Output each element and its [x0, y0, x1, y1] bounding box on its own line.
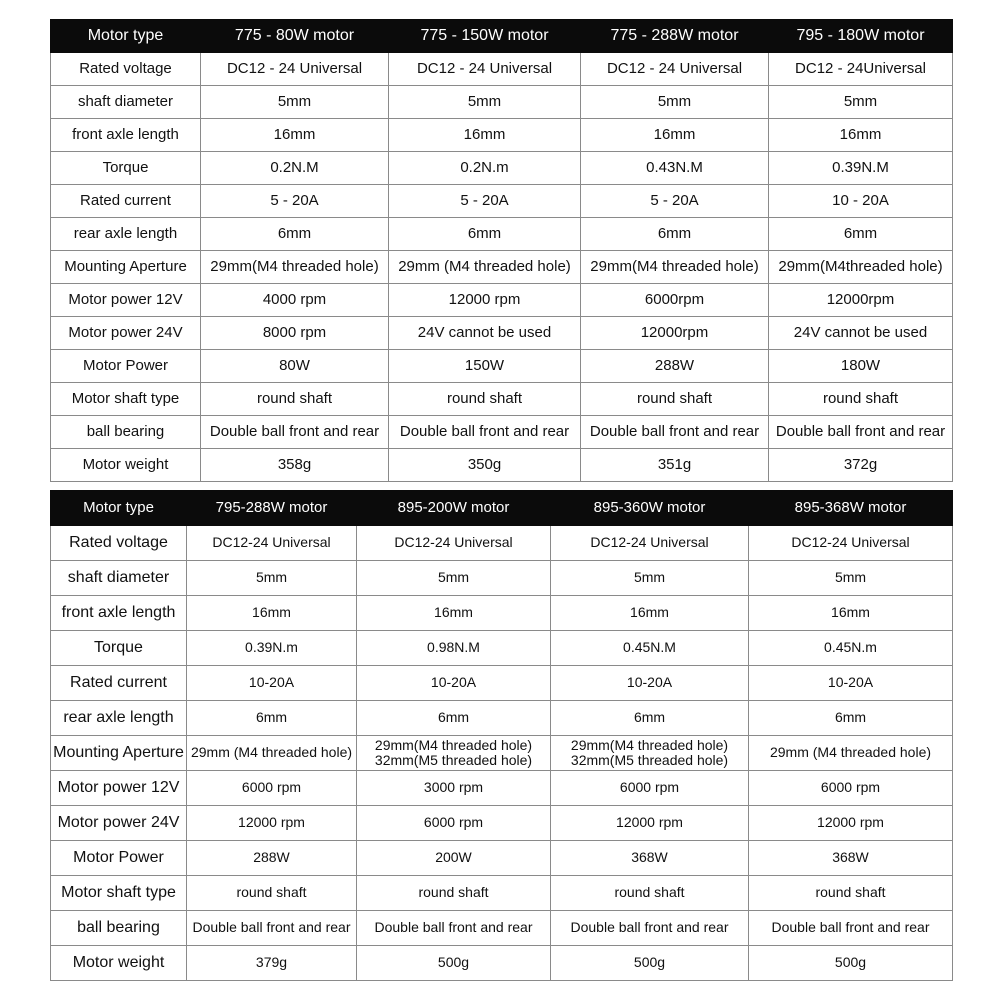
- table-cell: 5 - 20A: [389, 185, 581, 218]
- table-cell: DC12 - 24 Universal: [389, 53, 581, 86]
- table-row: [51, 218, 953, 251]
- table-cell: 16mm: [769, 119, 953, 152]
- table-cell: Double ball front and rear: [749, 911, 953, 946]
- table-cell: 0.45N.m: [749, 631, 953, 666]
- table-row: [51, 317, 953, 350]
- table-cell: 16mm: [551, 596, 749, 631]
- table-header-row: [51, 20, 953, 53]
- table-cell: DC12 - 24 Universal: [581, 53, 769, 86]
- table-cell: 3000 rpm: [357, 771, 551, 806]
- row-label: Rated voltage: [51, 53, 201, 86]
- table-cell: 6mm: [357, 701, 551, 736]
- table-cell: 6mm: [187, 701, 357, 736]
- table-cell: 24V cannot be used: [769, 317, 953, 350]
- table-cell: 6mm: [201, 218, 389, 251]
- row-header-label: Motor type: [51, 491, 187, 526]
- table-cell: 29mm(M4threaded hole): [769, 251, 953, 284]
- table-row: [51, 53, 953, 86]
- cell-line: 29mm(M4 threaded hole): [570, 736, 729, 753]
- table-cell: 6000 rpm: [187, 771, 357, 806]
- table-cell: 288W: [581, 350, 769, 383]
- table-cell: 379g: [187, 946, 357, 981]
- table-cell: 6000 rpm: [551, 771, 749, 806]
- table-cell: DC12-24 Universal: [187, 526, 357, 561]
- table-cell: 500g: [357, 946, 551, 981]
- table-cell: 29mm (M4 threaded hole): [389, 251, 581, 284]
- table-row: [51, 666, 953, 701]
- row-label: Motor power 24V: [51, 806, 187, 841]
- row-label: Motor power 24V: [51, 317, 201, 350]
- table-cell: 5 - 20A: [581, 185, 769, 218]
- table-cell: 10 - 20A: [769, 185, 953, 218]
- row-label: front axle length: [51, 119, 201, 152]
- table-cell: round shaft: [389, 383, 581, 416]
- table-cell: 16mm: [187, 596, 357, 631]
- cell-line: 29mm (M4 threaded hole): [769, 744, 932, 761]
- table-cell: 12000rpm: [769, 284, 953, 317]
- table-cell: 8000 rpm: [201, 317, 389, 350]
- table-cell: 12000 rpm: [389, 284, 581, 317]
- table-cell: 0.2N.M: [201, 152, 389, 185]
- table-row: [51, 251, 953, 284]
- row-label: rear axle length: [51, 701, 187, 736]
- row-label: shaft diameter: [51, 561, 187, 596]
- row-label: Motor Power: [51, 841, 187, 876]
- table-cell: 5mm: [581, 86, 769, 119]
- table-cell: 80W: [201, 350, 389, 383]
- table-cell: 6mm: [581, 218, 769, 251]
- row-label: ball bearing: [51, 416, 201, 449]
- table-cell: [357, 736, 551, 771]
- table-cell: 12000rpm: [581, 317, 769, 350]
- column-header: 775 - 80W motor: [201, 20, 389, 53]
- table-cell: 16mm: [357, 596, 551, 631]
- column-header: 895-368W motor: [749, 491, 953, 526]
- table-cell: 5mm: [357, 561, 551, 596]
- column-header: 895-360W motor: [551, 491, 749, 526]
- motor-spec-table-1: [50, 19, 953, 482]
- row-label: shaft diameter: [51, 86, 201, 119]
- table-cell: Double ball front and rear: [769, 416, 953, 449]
- table-row: [51, 841, 953, 876]
- table-cell: 5mm: [201, 86, 389, 119]
- table-cell: Double ball front and rear: [581, 416, 769, 449]
- column-header: 795 - 180W motor: [769, 20, 953, 53]
- table-cell: 5mm: [749, 561, 953, 596]
- table-row: [51, 876, 953, 911]
- table-cell: 16mm: [389, 119, 581, 152]
- row-label: Motor weight: [51, 946, 187, 981]
- table-cell: 150W: [389, 350, 581, 383]
- row-label: Rated current: [51, 666, 187, 701]
- table-cell: Double ball front and rear: [551, 911, 749, 946]
- table-cell: 0.39N.M: [769, 152, 953, 185]
- table-cell: [187, 736, 357, 771]
- table-cell: 350g: [389, 449, 581, 482]
- table-cell: 5 - 20A: [201, 185, 389, 218]
- table-cell: round shaft: [551, 876, 749, 911]
- table-cell: 0.45N.M: [551, 631, 749, 666]
- table-cell: round shaft: [187, 876, 357, 911]
- table-cell: DC12-24 Universal: [749, 526, 953, 561]
- row-label: Motor Power: [51, 350, 201, 383]
- table-cell: 6000rpm: [581, 284, 769, 317]
- table-cell: 10-20A: [187, 666, 357, 701]
- table-cell: 24V cannot be used: [389, 317, 581, 350]
- table-row: [51, 806, 953, 841]
- table-cell: 0.39N.m: [187, 631, 357, 666]
- table-cell: Double ball front and rear: [357, 911, 551, 946]
- row-label: Rated current: [51, 185, 201, 218]
- table-cell: 16mm: [581, 119, 769, 152]
- table-cell: 10-20A: [357, 666, 551, 701]
- column-header: 895-200W motor: [357, 491, 551, 526]
- table-cell: 4000 rpm: [201, 284, 389, 317]
- table-cell: DC12-24 Universal: [551, 526, 749, 561]
- row-label: Motor power 12V: [51, 771, 187, 806]
- row-label: Motor shaft type: [51, 383, 201, 416]
- table-cell: 16mm: [749, 596, 953, 631]
- table-cell: 372g: [769, 449, 953, 482]
- table-cell: 0.43N.M: [581, 152, 769, 185]
- table-cell: round shaft: [357, 876, 551, 911]
- row-label: Motor power 12V: [51, 284, 201, 317]
- table-cell: 12000 rpm: [187, 806, 357, 841]
- table-row: [51, 526, 953, 561]
- table-row: [51, 631, 953, 666]
- cell-line: 32mm(M5 threaded hole): [374, 752, 533, 768]
- table-cell: round shaft: [201, 383, 389, 416]
- table-cell: DC12-24 Universal: [357, 526, 551, 561]
- table-cell: 6mm: [749, 701, 953, 736]
- column-header: 775 - 288W motor: [581, 20, 769, 53]
- table-cell: Double ball front and rear: [389, 416, 581, 449]
- row-label: Motor weight: [51, 449, 201, 482]
- table-cell: Double ball front and rear: [187, 911, 357, 946]
- table-row: [51, 86, 953, 119]
- row-label: Motor shaft type: [51, 876, 187, 911]
- table-cell: 16mm: [201, 119, 389, 152]
- table-row: [51, 185, 953, 218]
- table-cell: round shaft: [769, 383, 953, 416]
- table-row: [51, 416, 953, 449]
- table-cell: 5mm: [187, 561, 357, 596]
- table-cell: 29mm(M4 threaded hole): [201, 251, 389, 284]
- table-row: [51, 911, 953, 946]
- motor-spec-table-2: [50, 490, 953, 981]
- table-cell: 5mm: [769, 86, 953, 119]
- row-label: Rated voltage: [51, 526, 187, 561]
- row-label: Mounting Aperture: [51, 251, 201, 284]
- column-header: 795-288W motor: [187, 491, 357, 526]
- table-cell: 6mm: [389, 218, 581, 251]
- table-row: [51, 449, 953, 482]
- table-cell: 12000 rpm: [551, 806, 749, 841]
- table-cell: Double ball front and rear: [201, 416, 389, 449]
- table-cell: round shaft: [749, 876, 953, 911]
- cell-line: 29mm(M4 threaded hole): [374, 736, 533, 753]
- table-cell: 288W: [187, 841, 357, 876]
- row-label: front axle length: [51, 596, 187, 631]
- cell-line: 29mm (M4 threaded hole): [190, 744, 353, 761]
- table-cell: 6mm: [769, 218, 953, 251]
- table-cell: 6000 rpm: [749, 771, 953, 806]
- row-label: Torque: [51, 152, 201, 185]
- table-row: [51, 119, 953, 152]
- table-cell: 12000 rpm: [749, 806, 953, 841]
- table-cell: 368W: [749, 841, 953, 876]
- cell-line: 32mm(M5 threaded hole): [570, 752, 729, 768]
- table-row: [51, 350, 953, 383]
- row-header-label: Motor type: [51, 20, 201, 53]
- table-cell: 180W: [769, 350, 953, 383]
- table-cell: 368W: [551, 841, 749, 876]
- table-row: [51, 284, 953, 317]
- table-row: [51, 152, 953, 185]
- table-row: [51, 946, 953, 981]
- table-cell: [551, 736, 749, 771]
- table-row: [51, 383, 953, 416]
- table-row: [51, 561, 953, 596]
- table-cell: 5mm: [389, 86, 581, 119]
- table-cell: 6mm: [551, 701, 749, 736]
- table-row: [51, 736, 953, 771]
- table-row: [51, 771, 953, 806]
- row-label: rear axle length: [51, 218, 201, 251]
- table-row: [51, 701, 953, 736]
- table-cell: 6000 rpm: [357, 806, 551, 841]
- table-cell: 351g: [581, 449, 769, 482]
- table-cell: 10-20A: [749, 666, 953, 701]
- table-cell: 358g: [201, 449, 389, 482]
- table-cell: 5mm: [551, 561, 749, 596]
- table-cell: round shaft: [581, 383, 769, 416]
- table-cell: 0.2N.m: [389, 152, 581, 185]
- table-cell: DC12 - 24 Universal: [201, 53, 389, 86]
- table-cell: DC12 - 24Universal: [769, 53, 953, 86]
- table-cell: 29mm(M4 threaded hole): [581, 251, 769, 284]
- column-header: 775 - 150W motor: [389, 20, 581, 53]
- table-cell: 10-20A: [551, 666, 749, 701]
- row-label: Mounting Aperture: [51, 736, 187, 771]
- row-label: Torque: [51, 631, 187, 666]
- table-row: [51, 596, 953, 631]
- table-cell: 500g: [551, 946, 749, 981]
- table-cell: 200W: [357, 841, 551, 876]
- table-cell: 0.98N.M: [357, 631, 551, 666]
- table-cell: 500g: [749, 946, 953, 981]
- table-header-row: [51, 491, 953, 526]
- table-cell: [749, 736, 953, 771]
- row-label: ball bearing: [51, 911, 187, 946]
